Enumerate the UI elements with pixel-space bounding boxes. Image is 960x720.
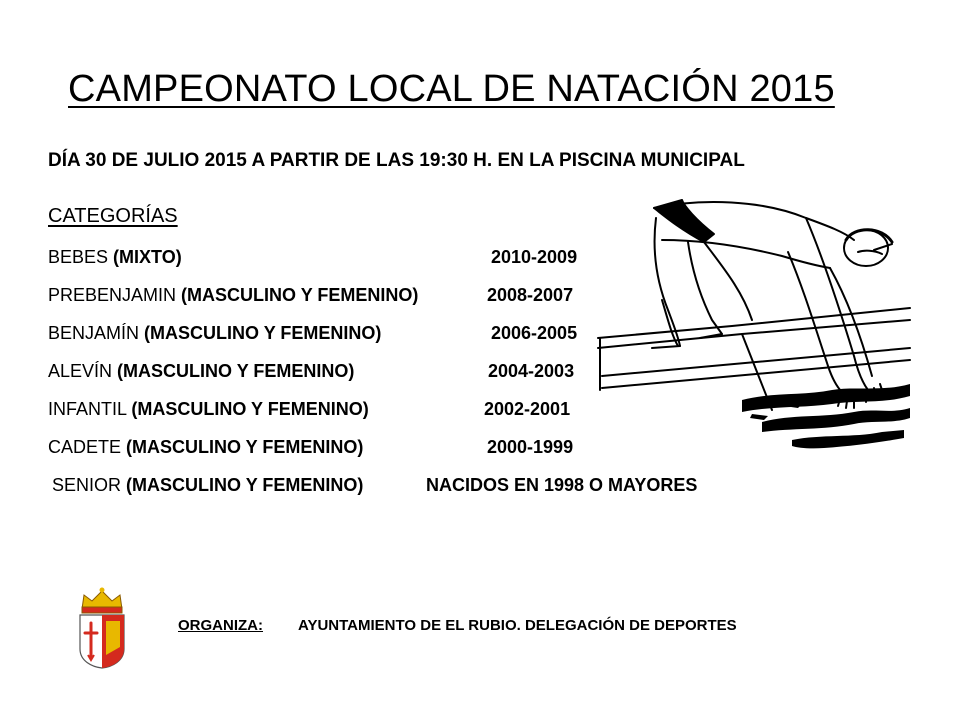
category-years: 2002-2001 bbox=[484, 399, 571, 419]
category-years: 2010-2009 bbox=[491, 247, 578, 267]
category-years: NACIDOS EN 1998 O MAYORES bbox=[426, 475, 698, 495]
category-years: 2008-2007 bbox=[487, 285, 574, 305]
category-row bbox=[48, 322, 381, 344]
category-detail: (MASCULINO Y FEMENINO) bbox=[126, 475, 364, 495]
coat-of-arms bbox=[74, 585, 130, 669]
category-row bbox=[48, 436, 363, 458]
category-detail: (MASCULINO Y FEMENINO) bbox=[181, 285, 419, 305]
swimmer-illustration bbox=[592, 170, 916, 466]
category-name: ALEVÍN bbox=[48, 361, 113, 381]
category-detail: (MASCULINO Y FEMENINO) bbox=[126, 437, 364, 457]
category-detail: (MASCULINO Y FEMENINO) bbox=[117, 361, 355, 381]
category-row bbox=[48, 246, 182, 268]
categories-heading: CATEGORÍAS bbox=[48, 205, 178, 227]
category-row bbox=[48, 398, 369, 420]
category-detail: (MASCULINO Y FEMENINO) bbox=[131, 399, 369, 419]
category-name: PREBENJAMIN bbox=[48, 285, 177, 305]
category-row bbox=[48, 360, 354, 382]
event-date-location: DÍA 30 DE JULIO 2015 A PARTIR DE LAS 19:30 H. EN LA PISCINA MUNICIPAL bbox=[48, 150, 745, 171]
category-row bbox=[52, 474, 363, 496]
category-name: BENJAMÍN bbox=[48, 323, 140, 343]
category-detail: (MASCULINO Y FEMENINO) bbox=[144, 323, 382, 343]
category-name: BEBES bbox=[48, 247, 109, 267]
category-detail: (MIXTO) bbox=[113, 247, 182, 267]
category-years: 2000-1999 bbox=[487, 437, 574, 457]
category-row bbox=[48, 284, 418, 306]
poster-title: CAMPEONATO LOCAL DE NATACIÓN 2015 bbox=[68, 68, 835, 110]
category-name: SENIOR bbox=[52, 475, 122, 495]
category-years: 2006-2005 bbox=[491, 323, 578, 343]
category-name: CADETE bbox=[48, 437, 127, 457]
organizer-label: ORGANIZA: bbox=[178, 617, 263, 634]
category-name: INFANTIL bbox=[48, 399, 127, 419]
organizer-name: AYUNTAMIENTO DE EL RUBIO. DELEGACIÓN DE DEPORTES bbox=[298, 617, 737, 634]
category-years: 2004-2003 bbox=[488, 361, 575, 381]
